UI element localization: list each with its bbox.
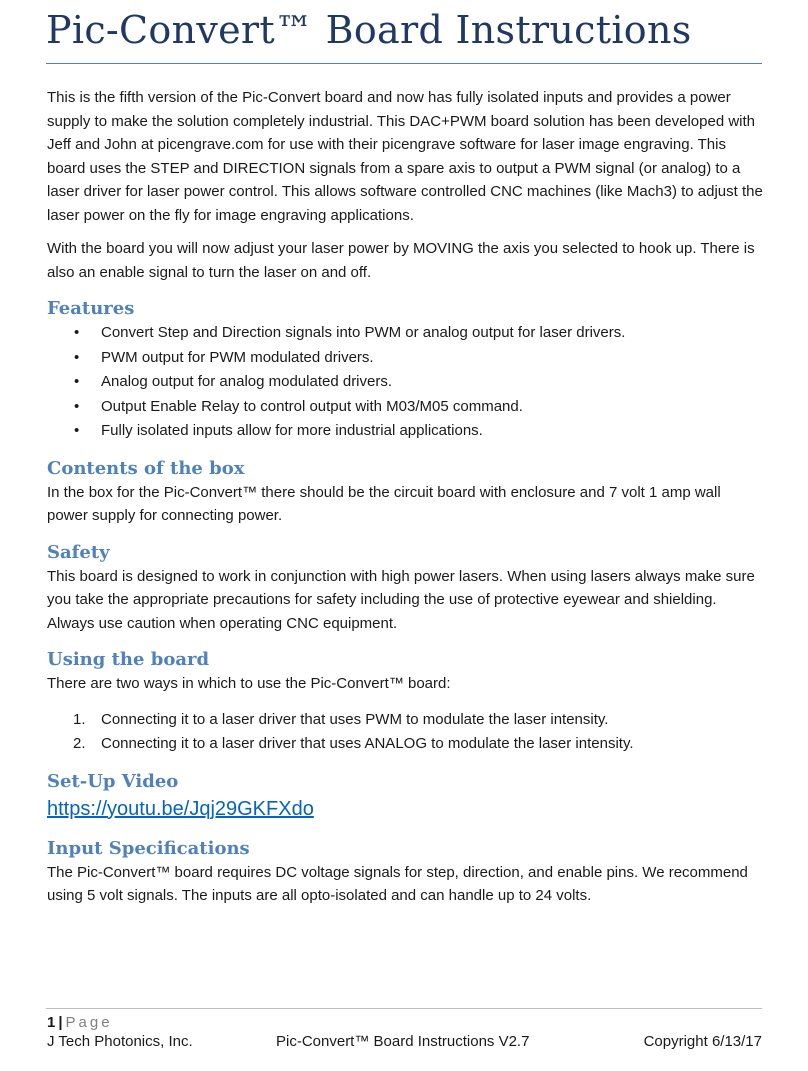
title-divider xyxy=(46,63,762,64)
using-board-paragraph: There are two ways in which to use the Pic-Convert™ board: xyxy=(47,675,451,692)
features-list xyxy=(47,321,763,444)
safety-heading: Safety xyxy=(47,541,110,563)
page-number: 1 xyxy=(47,1014,56,1031)
using-board-heading: Using the board xyxy=(47,649,210,670)
intro-paragraph-2: With the board you will now adjust your laser power by MOVING the axis you selected to hook up. There is also an enable signal to turn the laser on and off. xyxy=(47,240,755,281)
feature-text: PWM output for PWM modulated drivers. xyxy=(101,348,374,366)
page-title: Pic-Convert™ Board Instructions xyxy=(46,8,692,52)
list-item xyxy=(47,370,763,395)
setup-video-link[interactable]: https://youtu.be/Jqj29GKFXdo xyxy=(47,797,314,820)
features-heading: Features xyxy=(47,298,135,319)
list-number: 2. xyxy=(73,735,86,752)
bullet-icon: • xyxy=(74,422,80,439)
list-number: 1. xyxy=(73,710,86,728)
document-body xyxy=(47,86,763,908)
usage-text: Connecting it to a laser driver that uses ANALOG to modulate the laser intensity. xyxy=(101,735,634,752)
list-item xyxy=(47,395,763,420)
setup-video-heading: Set-Up Video xyxy=(47,770,179,792)
contents-heading: Contents of the box xyxy=(47,457,245,479)
list-item xyxy=(47,732,763,757)
input-specs-paragraph: The Pic-Convert™ board requires DC voltage signals for step, direction, and enable pins. We recommend using 5 volt signals. The inputs are all opto-isolated and can handle up to 24 volts. xyxy=(47,863,748,904)
footer-copyright: Copyright 6/13/17 xyxy=(643,1033,762,1050)
list-item xyxy=(47,708,763,733)
feature-text: Output Enable Relay to control output with M03/M05 command. xyxy=(101,397,523,415)
footer-company: J Tech Photonics, Inc. xyxy=(47,1033,193,1050)
list-item xyxy=(47,321,763,346)
bullet-icon: • xyxy=(74,397,80,415)
input-specs-heading: Input Specifications xyxy=(47,837,250,859)
bullet-icon: • xyxy=(74,324,80,341)
footer-doc-name: Pic-Convert™ Board Instructions V2.7 xyxy=(276,1033,530,1050)
usage-text: Connecting it to a laser driver that uses PWM to modulate the laser intensity. xyxy=(101,710,609,728)
safety-paragraph: This board is designed to work in conjunction with high power lasers. When using lasers always make sure you take the appropriate precautions for safety including the use of protective eyewear and shielding. Always use caution when operating CNC equipment. xyxy=(47,567,755,632)
feature-text: Convert Step and Direction signals into PWM or analog output for laser drivers. xyxy=(101,324,626,341)
bullet-icon: • xyxy=(74,373,80,390)
page-separator: | xyxy=(58,1014,63,1031)
contents-paragraph: In the box for the Pic-Convert™ there should be the circuit board with enclosure and 7 volt 1 amp wall power supply for connecting power. xyxy=(47,483,721,524)
intro-paragraph-1: This is the fifth version of the Pic-Convert board and now has fully isolated inputs and provides a power supply to make the solution completely industrial. This DAC+PWM board solution has been developed with Jeff and John at picengrave.com for use with their picengrave software for laser image engraving. This board uses the STEP and DIRECTION signals from a spare axis to output a PWM signal (or analog) to a laser driver for laser power control. This allows software controlled CNC machines (like Mach3) to adjust the laser power on the fly for image engraving applications. xyxy=(47,89,763,224)
bullet-icon: • xyxy=(74,348,80,366)
footer xyxy=(47,1032,762,1052)
list-item xyxy=(47,346,763,371)
page-indicator xyxy=(47,1013,113,1033)
feature-text: Fully isolated inputs allow for more industrial applications. xyxy=(101,422,483,439)
list-item xyxy=(47,419,763,444)
footer-divider xyxy=(46,1008,762,1009)
usage-list xyxy=(47,708,763,757)
feature-text: Analog output for analog modulated drivers. xyxy=(101,373,393,390)
page-word: Page xyxy=(65,1014,113,1031)
